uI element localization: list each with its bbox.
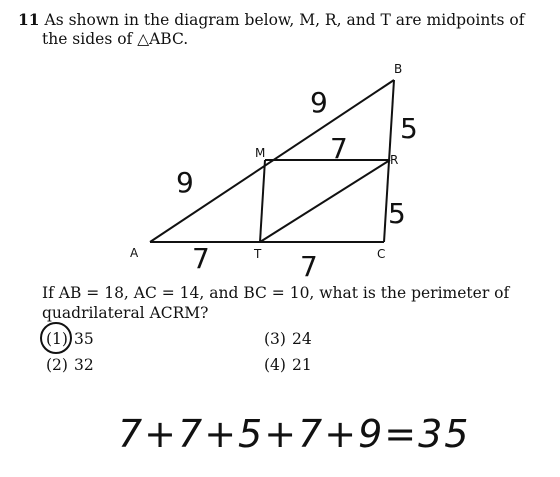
length-at: 7 xyxy=(192,242,210,275)
question-line-1: As shown in the diagram below, M, R, and T are midpoints of xyxy=(44,11,525,29)
choice-3-value: 24 xyxy=(292,330,312,348)
choice-3-number: (3) xyxy=(264,330,286,348)
length-mr: 7 xyxy=(330,132,348,165)
label-a: A xyxy=(130,246,139,260)
label-b: B xyxy=(394,62,403,76)
choice-4-number: (4) xyxy=(264,356,286,374)
choice-3[interactable] xyxy=(264,330,312,348)
length-tc: 7 xyxy=(300,250,318,283)
length-mb: 9 xyxy=(310,86,328,119)
stem-line-2: quadrilateral ACRM? xyxy=(42,304,209,322)
handwritten-work: 7+7+5+7+9=35 xyxy=(118,412,471,456)
choice-2-value: 32 xyxy=(74,356,94,374)
choice-1[interactable] xyxy=(46,330,94,348)
length-rc: 5 xyxy=(388,197,406,230)
segment-tr xyxy=(260,160,390,242)
choice-4-value: 21 xyxy=(292,356,312,374)
label-r: R xyxy=(390,153,399,167)
segment-mt xyxy=(260,160,265,242)
label-c: C xyxy=(377,247,386,261)
label-t: T xyxy=(254,247,262,261)
choice-2-number: (2) xyxy=(46,356,68,374)
question-number: 11 xyxy=(18,10,40,29)
question-stem xyxy=(42,283,542,323)
length-br: 5 xyxy=(400,112,418,145)
choice-1-value: 35 xyxy=(74,330,94,348)
length-am: 9 xyxy=(176,166,194,199)
question-line-2: the sides of △ABC. xyxy=(42,30,189,48)
choice-4[interactable] xyxy=(264,356,312,374)
choice-1-number: (1) xyxy=(46,330,68,348)
label-m: M xyxy=(255,146,266,160)
choice-2[interactable] xyxy=(46,356,94,374)
stem-line-1: If AB = 18, AC = 14, and BC = 10, what is the perimeter of xyxy=(42,284,510,302)
